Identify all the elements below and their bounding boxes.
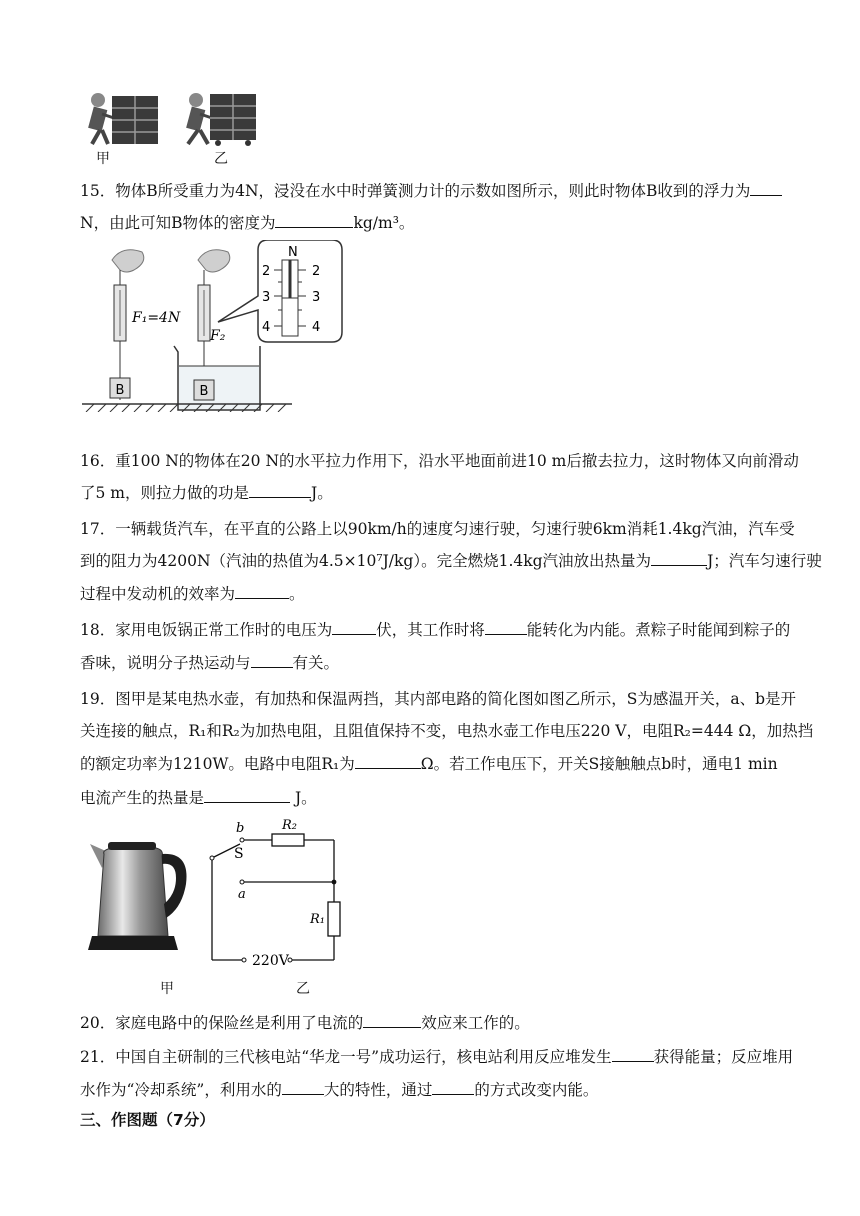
fig14-caption-a: 甲 [96,151,110,167]
scale-zoom-callout [218,240,342,342]
fig14-caption-b: 乙 [214,151,228,167]
q15-line2: N，由此可知B物体的密度为 kg/m³。 [80,214,415,232]
q19-line2: 关连接的触点，R₁和R₂为加热电阻，且阻值保持不变，电热水壶工作电压220 V，电阻R₂=444 Ω，加热挡 [80,722,814,740]
contact-a [240,880,244,884]
q17-line2: 到的阻力为4200N（汽油的热值为4.5×10⁷J/kg）。完全燃烧1.4kg汽油放出热量为 J；汽车匀速行驶 [80,552,822,570]
person-a-icon [88,93,114,144]
tick-4-left: 4 [262,320,271,335]
label-b: b [236,821,245,836]
q21-line1: 21．中国自主研制的三代核电站“华龙一号”成功运行，核电站利用反应堆发生 获得能量；反应堆用 [80,1048,794,1066]
q17-line3: 过程中发动机的效率为 。 [80,585,305,603]
resistor-r2 [272,834,304,846]
q19-line1: 19．图甲是某电热水壶，有加热和保温两挡，其内部电路的简化图如图乙所示，S为感温开关，a、b是开 [80,690,797,708]
q19-line4: 电流产生的热量是 J。 [80,789,317,807]
kettle-figure [82,838,194,964]
f2-label: F₂ [210,328,226,344]
q18-line1: 18．家用电饭锅正常工作时的电压为 伏，其工作时将 能转化为内能。煮粽子时能闻到粽子的 [80,621,791,639]
kettle-icon [88,842,187,950]
box-b-icon [210,94,256,146]
switch-pivot [210,856,214,860]
beaker-icon [174,346,260,410]
tick-3-right: 3 [312,290,321,305]
spring-scale-1 [110,270,130,400]
label-a: a [238,887,246,902]
box-a-icon [112,96,158,144]
q15-line1: 15．物体B所受重力为4N，浸没在水中时弹簧测力计的示数如图所示，则此时物体B收到的浮力为 [80,181,782,201]
block-b-label-1: B [115,383,125,398]
block-b-label-2: B [199,384,209,399]
unit-n-label: N [288,245,298,260]
circuit-diagram [204,818,356,970]
f1-label: F₁=4N [132,310,181,326]
spring-scale-figure [82,240,344,412]
hand-icon-2 [198,250,230,272]
hand-icon [112,250,144,272]
q20-line1: 20．家庭电路中的保险丝是利用了电流的 效应来工作的。 [80,1014,530,1032]
q18-line2: 香味，说明分子热运动与 有关。 [80,654,340,672]
terminal-left [242,958,246,962]
contact-b [240,838,244,842]
tick-4-right: 4 [312,320,321,335]
tick-3-left: 3 [262,290,271,305]
label-s: S [234,846,244,862]
junction-dot [332,880,337,885]
label-r1: R₁ [310,912,325,927]
q17-line1: 17．一辆载货汽车，在平直的公路上以90km/h的速度匀速行驶，匀速行驶6km消耗1.4kg汽油，汽车受 [80,520,795,538]
person-b-icon [186,93,212,144]
tick-2-left: 2 [262,264,271,279]
q16-line2: 了5 m，则拉力做的功是 J。 [80,484,333,502]
fig19-caption-b: 乙 [296,981,310,997]
q19-line3: 的额定功率为1210W。电路中电阻R₁为 Ω。若工作电压下，开关S接触触点b时，通电1 min [80,755,778,773]
tick-2-right: 2 [312,264,321,279]
q21-line2: 水作为“冷却系统”，利用水的 大的特性，通过 的方式改变内能。 [80,1081,599,1099]
label-220v: 220V [252,953,289,969]
resistor-r1 [328,902,340,936]
q16-line1: 16．重100 N的物体在20 N的水平拉力作用下，沿水平地面前进10 m后撤去拉力，这时物体又向前滑动 [80,452,799,470]
fig19-caption-a: 甲 [160,981,174,997]
label-r2: R₂ [282,818,297,833]
section-3-title: 三、作图题（7分） [80,1111,215,1129]
